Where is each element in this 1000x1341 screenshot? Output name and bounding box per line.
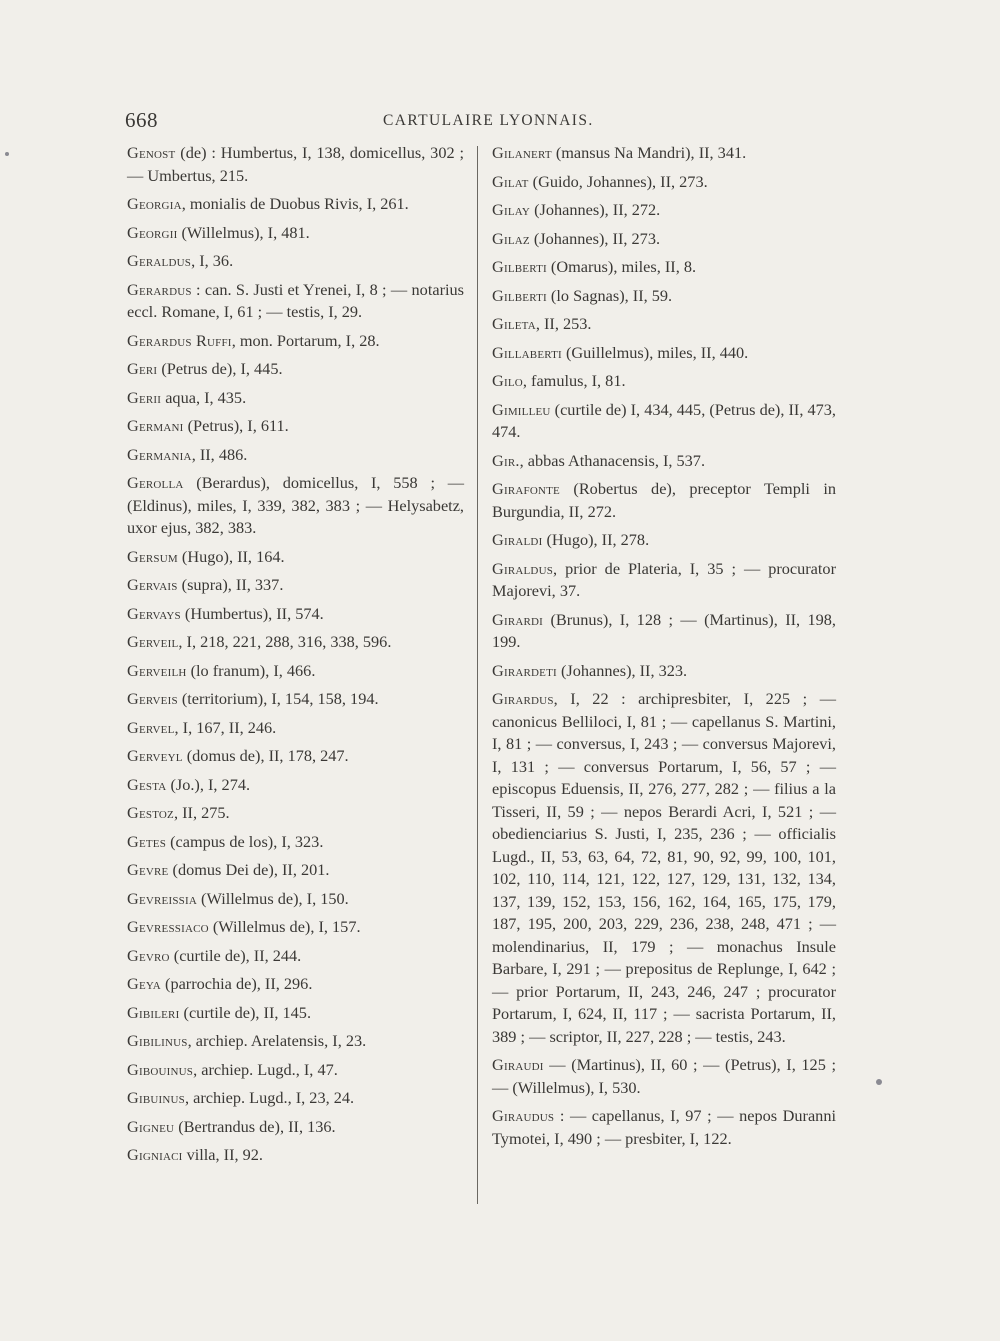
entry-text: , II, 275. <box>173 803 230 822</box>
entry-headword: Gileta <box>492 314 536 333</box>
index-entry <box>127 1030 464 1053</box>
index-entry <box>492 399 836 444</box>
entry-text: (Jo.), I, 274. <box>166 774 251 794</box>
entry-headword: Geya <box>127 974 161 993</box>
page-header <box>125 108 840 134</box>
entry-text: : — capellanus, I, 97 ; — nepos Duranni Tymotei, I, 490 ; — presbiter, I, 122. <box>492 1106 836 1148</box>
index-entry <box>127 603 464 626</box>
entry-headword: Geraldus <box>127 251 192 270</box>
entry-headword: Giraudi <box>492 1055 544 1074</box>
entry-headword: Germani <box>127 416 184 435</box>
entry-headword: Gillaberti <box>492 342 562 362</box>
entry-text: (Johannes), II, 323. <box>556 660 688 680</box>
entry-text: (mansus Na Mandri), II, 341. <box>551 143 747 162</box>
entry-text: (Petrus), I, 611. <box>183 416 289 435</box>
entry-text: aqua, I, 435. <box>161 387 247 407</box>
entry-text: , abbas Athanacensis, I, 537. <box>519 450 706 470</box>
entry-headword: Georgii <box>127 222 178 242</box>
entry-text: , monialis de Duobus Rivis, I, 261. <box>181 194 409 213</box>
entry-headword: Girardi <box>492 609 544 629</box>
entry-text: (Hugo), II, 278. <box>542 530 650 549</box>
entry-headword: Gevressiaco <box>127 917 209 936</box>
index-entry <box>127 859 464 882</box>
entry-text: (parrochia de), II, 296. <box>160 974 313 993</box>
entry-headword: Gilanert <box>492 143 552 162</box>
entry-text: , I, 218, 221, 288, 316, 338, 596. <box>178 632 392 651</box>
entry-headword: Geri <box>127 359 158 378</box>
index-entry <box>127 1002 464 1025</box>
page-number: 668 <box>125 108 158 132</box>
index-entry <box>127 330 464 353</box>
entry-text: , I, 36. <box>191 251 234 270</box>
index-entry <box>492 478 836 523</box>
index-entry <box>492 370 836 393</box>
index-entry <box>127 546 464 569</box>
right-index-column <box>492 142 836 1156</box>
entry-text: (Willelmus), I, 481. <box>177 222 310 242</box>
index-entry <box>127 1087 464 1110</box>
index-entry <box>127 222 464 245</box>
entry-text: (Omarus), miles, II, 8. <box>546 257 697 276</box>
index-entry <box>127 802 464 825</box>
index-entry <box>492 660 836 683</box>
entry-text: (Guido, Johannes), II, 273. <box>528 171 708 191</box>
index-entry <box>127 279 464 324</box>
entry-text: , archiep. Lugd., I, 23, 24. <box>184 1088 355 1107</box>
entry-headword: Gerardus <box>127 279 192 299</box>
entry-headword: Gersum <box>127 546 178 566</box>
entry-headword: Gerolla <box>127 473 184 492</box>
entry-headword: Genost <box>127 143 176 162</box>
entry-text: (lo franum), I, 466. <box>186 660 316 680</box>
entry-headword: Gervays <box>127 603 181 623</box>
entry-headword: Gigniaci <box>127 1145 183 1164</box>
entry-headword: Gevre <box>127 860 169 879</box>
index-entry <box>127 250 464 273</box>
entry-headword: Girardus <box>492 689 554 708</box>
entry-text: (curtile de) I, 434, 445, (Petrus de), II, 473, 474. <box>492 399 836 441</box>
margin-speck <box>5 152 9 156</box>
entry-headword: Gibileri <box>127 1002 180 1022</box>
entry-text: (territorium), I, 154, 158, 194. <box>177 689 379 708</box>
index-entry <box>492 1105 836 1150</box>
index-entry <box>127 831 464 854</box>
index-entry <box>127 945 464 968</box>
index-entry <box>127 888 464 911</box>
index-entry <box>127 574 464 597</box>
entry-headword: Gilberti <box>492 285 547 305</box>
index-entry <box>492 609 836 654</box>
entry-text: : can. S. Justi et Yrenei, I, 8 ; — notarius eccl. Romane, I, 61 ; — testis, I, 29. <box>127 279 464 321</box>
entry-headword: Giraldus <box>492 558 554 578</box>
entry-text: (Robertus de), preceptor Templi in Burgundia, II, 272. <box>492 479 836 521</box>
entry-headword: Gilberti <box>492 257 547 276</box>
entry-text: (Berardus), domicellus, I, 558 ; — (Eldinus), miles, I, 339, 382, 383 ; — Helysabetz, uxor ejus, 382, 383. <box>127 473 464 537</box>
index-entry <box>127 1144 464 1167</box>
entry-text: , II, 253. <box>535 314 592 333</box>
entry-text: (curtile de), II, 145. <box>179 1002 312 1022</box>
entry-headword: Georgia <box>127 194 182 213</box>
entry-text: , archiep. Lugd., I, 47. <box>193 1059 338 1079</box>
entry-headword: Gilay <box>492 200 531 219</box>
entry-headword: Gerveis <box>127 689 178 708</box>
entry-headword: Gimilleu <box>492 399 551 419</box>
index-entry <box>492 342 836 365</box>
index-entry <box>127 631 464 654</box>
index-entry <box>127 444 464 467</box>
entry-text: (domus de), II, 178, 247. <box>182 746 349 765</box>
index-entry <box>127 472 464 540</box>
entry-headword: Gervel <box>127 717 175 737</box>
index-entry <box>492 228 836 251</box>
index-entry <box>127 415 464 438</box>
entry-headword: Gesta <box>127 774 167 794</box>
entry-text: villa, II, 92. <box>182 1145 263 1164</box>
entry-headword: Gilaz <box>492 228 530 248</box>
entry-text: (Bertrandus de), II, 136. <box>174 1116 336 1136</box>
entry-headword: Giraudus <box>492 1106 555 1125</box>
entry-text: (domus Dei de), II, 201. <box>168 860 330 879</box>
index-entry <box>492 171 836 194</box>
index-entry <box>492 529 836 552</box>
index-entry <box>127 142 464 187</box>
entry-headword: Gerveil <box>127 632 179 651</box>
entry-text: (Willelmus de), I, 150. <box>196 888 349 908</box>
entry-headword: Girardeti <box>492 660 557 680</box>
entry-text: — (Martinus), II, 60 ; — (Petrus), I, 125 ; — (Willelmus), I, 530. <box>492 1055 836 1097</box>
index-entry <box>127 916 464 939</box>
entry-text: (Johannes), II, 273. <box>529 228 661 248</box>
index-entry <box>127 193 464 216</box>
entry-text: , II, 486. <box>191 444 248 464</box>
index-entry <box>127 387 464 410</box>
entry-headword: Gerveilh <box>127 660 187 680</box>
entry-headword: Gervais <box>127 575 178 594</box>
entry-text: (Petrus de), I, 445. <box>157 359 283 378</box>
entry-headword: Gevreissia <box>127 888 197 908</box>
entry-headword: Girafonte <box>492 479 560 498</box>
index-entry <box>127 717 464 740</box>
entry-text: , I, 22 : archipresbiter, I, 225 ; — canonicus Belliloci, I, 81 ; — capellanus S. Martini, I, 81 ; — conversus, I, 243 ; — conversus Majorevi, I, 131 ; — conversus Portarum, I, 56, 57 ; — episcopus Eduensis, II, 276, 277, 282 ; — filius a la Tisseri, II, 59 ; — nepos Berardi Acri, I, 521 ; — obedienciarius S. Justi, I, 235, 236 ; — officialis Lugd., II, 53, 63, 64, 72, 81, 90, 92, 99, 100, 101, 102, 110, 114, 121, 122, 127, 129, 131, 132, 134, 137, 139, 152, 153, 156, 162, 164, 165, 175, 179, 187, 195, 200, 203, 229, 236, 238, 248, 471 ; — molendinarius, II, 179 ; — monachus Insule Barbare, I, 291 ; — prepositus de Replunge, I, 642 ; — prior Portarum, II, 243, 246, 247 ; procurator Portarum, I, 624, II, 117 ; — sacrista Portarum, II, 389 ; — scriptor, II, 227, 228 ; — testis, 243. <box>492 689 836 1046</box>
entry-text: , prior de Plateria, I, 35 ; — procurator Majorevi, 37. <box>492 558 836 600</box>
index-entry <box>127 1116 464 1139</box>
entry-headword: Gigneu <box>127 1116 175 1136</box>
index-entry <box>492 256 836 279</box>
index-entry <box>127 688 464 711</box>
entry-text: (Johannes), II, 272. <box>530 200 661 219</box>
entry-headword: Gir. <box>492 450 520 470</box>
entry-headword: Gibouinus <box>127 1059 194 1079</box>
entry-headword: Gerardus Ruffi <box>127 330 232 350</box>
entry-text: , I, 167, II, 246. <box>174 717 277 737</box>
index-entry <box>492 688 836 1048</box>
entry-headword: Gibilinus <box>127 1031 188 1050</box>
entry-text: (Brunus), I, 128 ; — (Martinus), II, 198, 199. <box>492 609 836 651</box>
entry-text: , famulus, I, 81. <box>522 371 626 390</box>
entry-headword: Germania <box>127 444 192 464</box>
index-entry <box>127 973 464 996</box>
entry-text: (Hugo), II, 164. <box>177 546 285 566</box>
index-entry <box>492 450 836 473</box>
left-index-column <box>127 142 464 1173</box>
entry-headword: Gilat <box>492 171 529 191</box>
entry-text: (Willelmus de), I, 157. <box>208 917 361 936</box>
entry-headword: Getes <box>127 831 167 851</box>
index-entry <box>127 774 464 797</box>
entry-headword: Gevro <box>127 945 170 965</box>
index-entry <box>127 745 464 768</box>
index-entry <box>492 558 836 603</box>
index-entry <box>492 142 836 165</box>
entry-text: (campus de los), I, 323. <box>166 831 324 851</box>
entry-headword: Gibuinus <box>127 1088 185 1107</box>
index-entry <box>492 313 836 336</box>
index-entry <box>492 199 836 222</box>
index-entry <box>127 660 464 683</box>
entry-text: (curtile de), II, 244. <box>169 945 302 965</box>
entry-headword: Gilo <box>492 371 523 390</box>
entry-headword: Gerveyl <box>127 746 183 765</box>
index-entry <box>492 285 836 308</box>
entry-text: , mon. Portarum, I, 28. <box>231 330 380 350</box>
running-title: CARTULAIRE LYONNAIS. <box>383 112 594 129</box>
entry-text: (de) : Humbertus, I, 138, domicellus, 302 ; — Umbertus, 215. <box>127 143 464 185</box>
entry-text: , archiep. Arelatensis, I, 23. <box>187 1031 367 1050</box>
index-entry <box>492 1054 836 1099</box>
entry-text: (Guillelmus), miles, II, 440. <box>561 342 749 362</box>
entry-text: (Humbertus), II, 574. <box>180 603 324 623</box>
entry-headword: Giraldi <box>492 530 543 549</box>
margin-speck <box>876 1079 882 1085</box>
column-divider <box>477 146 478 1204</box>
entry-text: (lo Sagnas), II, 59. <box>546 285 673 305</box>
entry-headword: Gestoz <box>127 803 174 822</box>
index-entry <box>127 358 464 381</box>
index-entry <box>127 1059 464 1082</box>
entry-text: (supra), II, 337. <box>177 575 284 594</box>
entry-headword: Gerii <box>127 387 162 407</box>
